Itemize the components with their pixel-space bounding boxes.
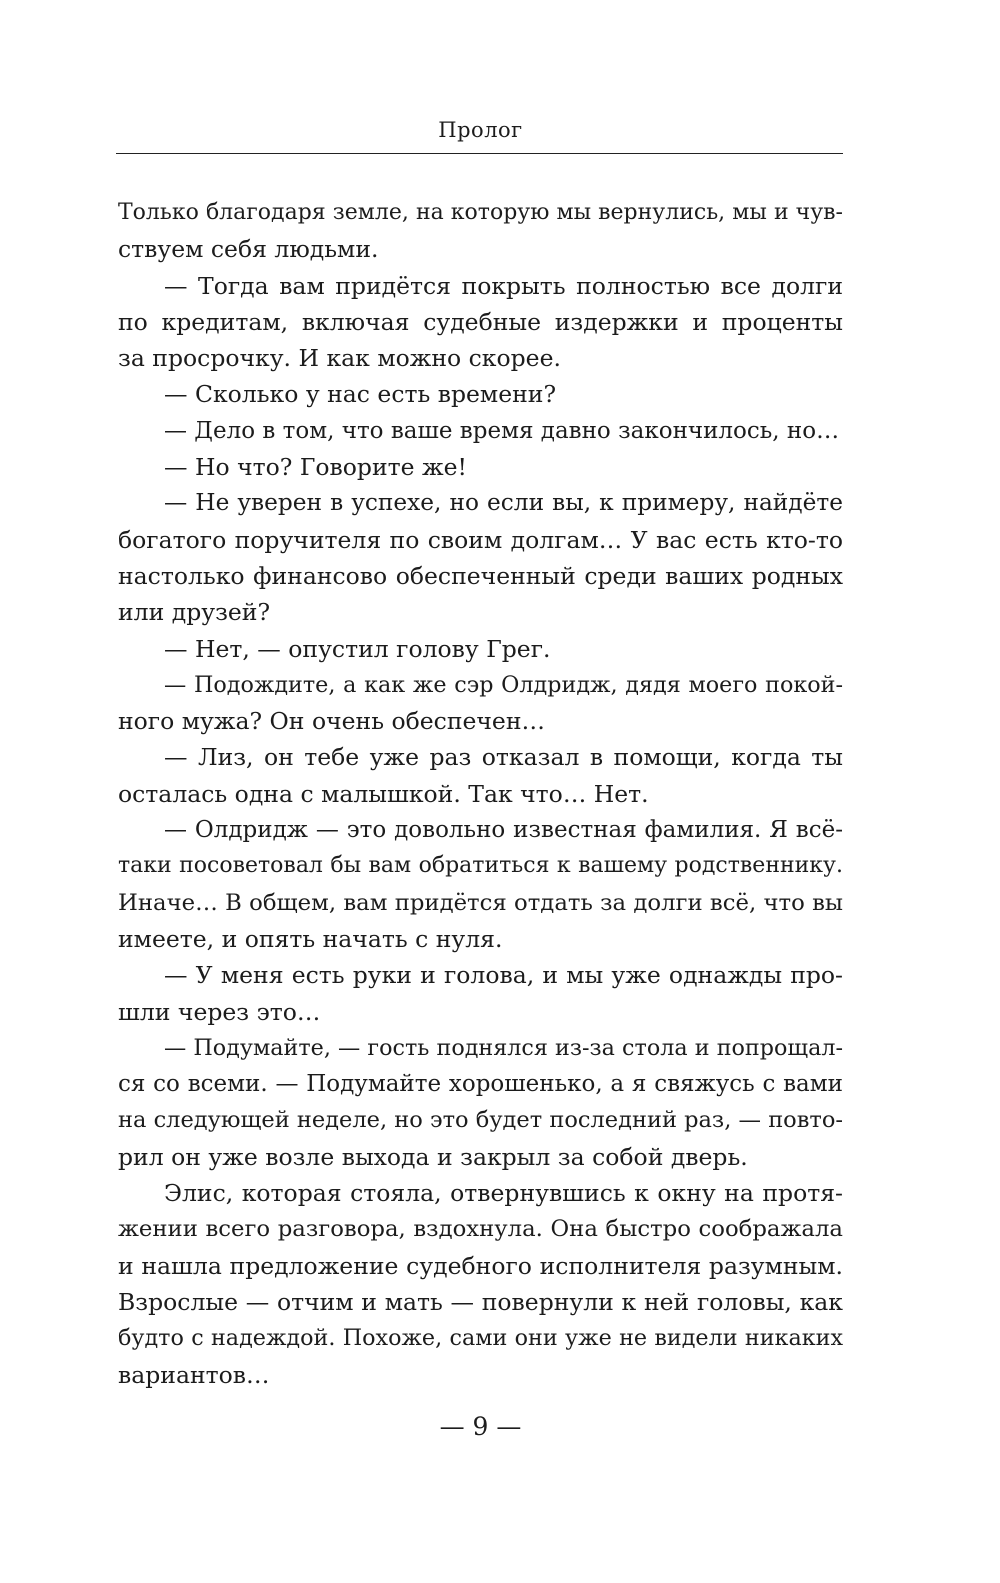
page-number: — 9 —	[439, 1412, 522, 1441]
text-line: вариантов…	[118, 1360, 270, 1389]
text-line: имеете, и опять начать с нуля.	[118, 924, 503, 953]
text-line: на следующей неделе, но это будет последний раз, — повто-	[118, 1107, 843, 1134]
text-line: — Дело в том, что ваше время давно закончилось, но…	[164, 417, 840, 444]
text-line: Взрослые — отчим и мать — повернули к ней головы, как	[118, 1287, 843, 1316]
text-line: — Лиз, он тебе уже раз отказал в помощи, когда ты	[164, 743, 843, 772]
text-line: Только благодаря земле, на которую мы вернулись, мы и чув-	[118, 200, 843, 225]
text-line: Иначе… В общем, вам придётся отдать за долги всё, что вы	[118, 889, 843, 916]
text-line: — Олдридж — это довольно известная фамилия. Я всё-	[164, 817, 843, 844]
text-line: будто с надеждой. Похоже, сами они уже не видели никаких	[118, 1325, 843, 1352]
text-line: — Не уверен в успехе, но если вы, к примеру, найдёте	[164, 489, 843, 517]
text-line: — Подумайте, — гость поднялся из-за стола и попрощал-	[164, 1034, 843, 1061]
text-line: ствуем себя людьми.	[118, 235, 379, 264]
body-text	[118, 195, 843, 1393]
text-line: настолько финансово обеспеченный среди ваших родных	[118, 561, 843, 590]
text-line: — У меня есть руки и голова, и мы уже однажды про-	[164, 961, 843, 990]
text-line: ного мужа? Он очень обеспечен…	[118, 707, 546, 736]
text-line: ся со всеми. — Подумайте хорошенько, а я свяжусь с вами	[118, 1071, 843, 1098]
text-line: — Сколько у нас есть времени?	[164, 380, 557, 409]
text-line: таки посоветовал бы вам обратиться к вашему родственнику.	[118, 853, 843, 879]
text-line: богатого поручителя по своим долгам… У вас есть кто-то	[118, 525, 843, 554]
text-line: жении всего разговора, вздохнула. Она быстро соображала	[118, 1216, 843, 1243]
header-rule	[116, 153, 843, 154]
text-line: и нашла предложение судебного исполнителя разумным.	[118, 1251, 843, 1280]
text-line: осталась одна с малышкой. Так что… Нет.	[118, 779, 649, 808]
text-line: — Но что? Говорите же!	[164, 453, 467, 482]
text-line: — Тогда вам придётся покрыть полностью все долги	[164, 271, 843, 300]
text-line: — Подождите, а как же сэр Олдридж, дядя моего покой-	[164, 671, 843, 698]
text-line: — Нет, — опустил голову Грег.	[164, 634, 551, 663]
text-line: или друзей?	[118, 598, 271, 627]
text-line: Элис, которая стояла, отвернувшись к окну на протя-	[164, 1179, 843, 1208]
text-line: рил он уже возле выхода и закрыл за собой дверь.	[118, 1142, 748, 1171]
text-line: по кредитам, включая судебные издержки и проценты	[118, 307, 843, 336]
running-head: Пролог	[438, 118, 523, 142]
text-line: шли через это…	[118, 997, 321, 1026]
text-line: за просрочку. И как можно скорее.	[118, 344, 561, 373]
